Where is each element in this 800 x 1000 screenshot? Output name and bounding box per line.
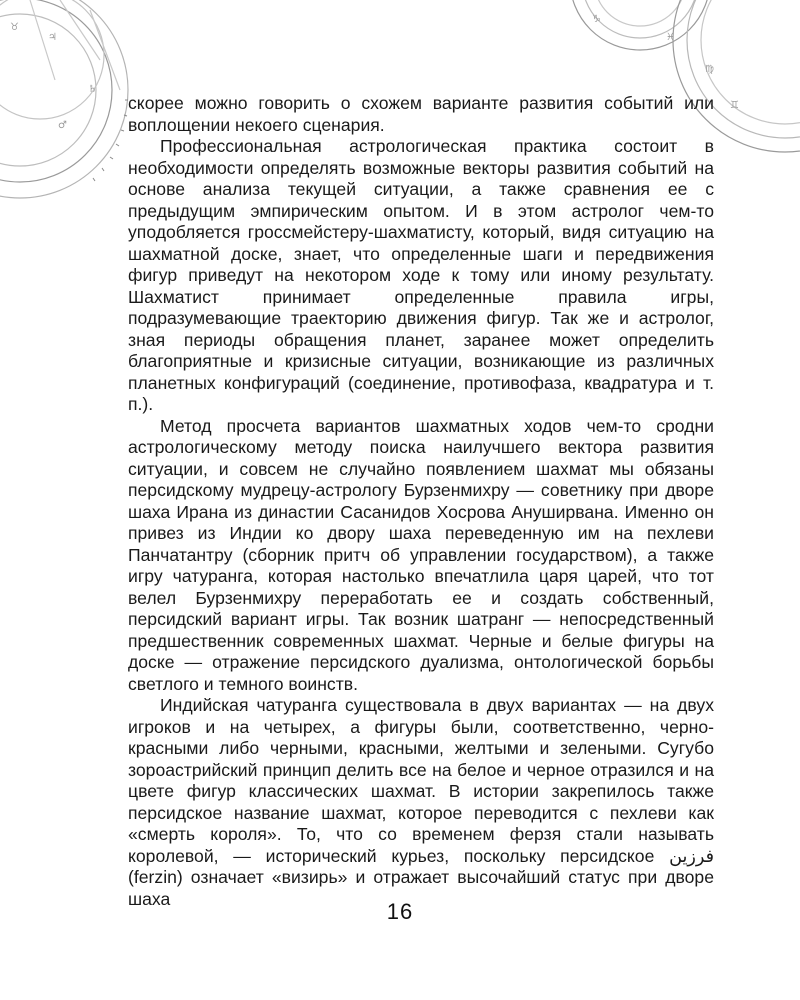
page-number: 16	[386, 899, 414, 924]
paragraph-4: Индийская чатуранга существовала в двух вариантах — на двух игроков и на четырех, а фигуры были, соответственно, черно-красными либо черными, красными, желтыми и зелеными. Сугубо зороастрийский принцип делить все на белое и черное отразился и на цвете фигур классических шахмат. В истории закрепилось также персидское название шахмат, которое переводится с пехлеви как «смерть короля». То, что со временем ферзя стали называть королевой, — исторический курьез, поскольку персидское فرزین (ferzin) означает «визирь» и отражает высочайший статус при дворе шаха	[128, 695, 714, 909]
svg-text:♍: ♍	[705, 64, 714, 75]
svg-text:♓: ♓	[666, 32, 675, 43]
page-body-text	[128, 93, 714, 910]
svg-text:♊: ♊	[730, 100, 739, 111]
svg-text:♑: ♑	[592, 14, 601, 25]
paragraph-1: скорее можно говорить о схожем варианте развития событий или воплощении некоего сценария.	[128, 93, 714, 135]
svg-text:♄: ♄	[88, 84, 97, 95]
paragraph-2: Профессиональная астрологическая практика состоит в необходимости определять возможные векторы развития событий на основе анализа текущей ситуации, а также сравнения ее с предыдущим эмпирическим опытом. И в этом астролог чем-то уподобляется гроссмейстеру-шахматисту, который, видя ситуацию на шахматной доске, знает, что определенные шаги и передвижения фигур приведут на некотором ходе к тому или иному результату. Шахматист принимает определенные правила игры, подразумевающие траекторию движения фигур. Так же и астролог, зная периоды обращения планет, заранее может определить благоприятные и кризисные ситуации, возникающие из различных планетных конфигураций (соединение, противофаза, квадратура и т. п.).	[128, 136, 714, 414]
svg-text:♂: ♂	[58, 120, 67, 131]
svg-text:♃: ♃	[48, 32, 57, 43]
paragraph-3: Метод просчета вариантов шахматных ходов чем-то сродни астрологическому методу поиска наилучшего вектора развития ситуации, и совсем не случайно появлением шахмат мы обязаны персидскому мудрецу-астрологу Бурзенмихру — советнику при дворе шаха Ирана из династии Сасанидов Хосрова Ануширвана. Именно он привез из Индии ко двору шаха переведенную им на пехлеви Панчатантру (сборник притч об управлении государством), а также игру чатуранга, которая настолько впечатлила царя царей, что тот велел Бурзенмихру переработать ее и создать собственный, персидский вариант игры. Так возник шатранг — непосредственный предшественник современных шахмат. Черные и белые фигуры на доске — отражение персидского дуализма, онтологической борьбы светлого и темного воинств.	[128, 415, 714, 694]
astrological-chart-left-decoration	[0, 0, 130, 200]
svg-text:♉: ♉	[10, 22, 19, 33]
